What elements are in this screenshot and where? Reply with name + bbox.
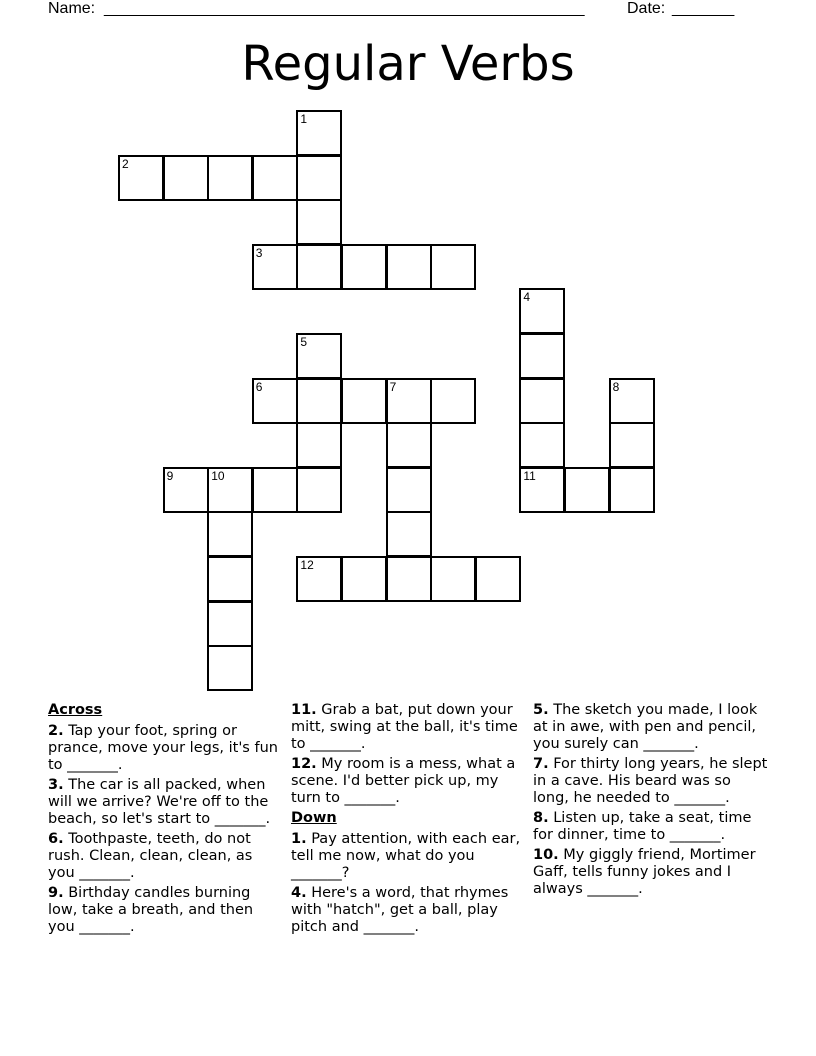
cell-number: 7 bbox=[389, 379, 397, 394]
clue-number: 5. bbox=[533, 702, 549, 718]
grid-cell[interactable] bbox=[386, 244, 432, 290]
cell-number: 4 bbox=[523, 290, 531, 305]
grid-cell[interactable] bbox=[296, 244, 342, 290]
grid-cell[interactable] bbox=[430, 556, 476, 602]
grid-cell[interactable] bbox=[207, 511, 253, 557]
grid-cell[interactable] bbox=[296, 333, 342, 379]
across-clue-11 bbox=[291, 702, 523, 753]
clue-number: 9. bbox=[48, 885, 64, 901]
down-clue-7 bbox=[533, 756, 769, 807]
grid-cell[interactable] bbox=[163, 155, 209, 201]
across-clue-2 bbox=[48, 723, 280, 774]
grid-cell[interactable] bbox=[118, 155, 164, 201]
clues-column-1 bbox=[48, 702, 280, 939]
grid-cell[interactable] bbox=[341, 244, 387, 290]
grid-cell[interactable] bbox=[386, 556, 432, 602]
grid-cell[interactable] bbox=[519, 422, 565, 468]
grid-cell[interactable] bbox=[341, 556, 387, 602]
grid-cell[interactable] bbox=[252, 155, 298, 201]
down-clue-8 bbox=[533, 810, 769, 844]
cell-number: 12 bbox=[300, 558, 314, 572]
across-clue-3 bbox=[48, 777, 280, 828]
clue-text: For thirty long years, he slept in a cave. His beard was so long, he needed to _______. bbox=[533, 756, 768, 806]
grid-cell[interactable] bbox=[564, 467, 610, 513]
across-clue-6 bbox=[48, 831, 280, 882]
down-clue-1 bbox=[291, 831, 523, 882]
date-blank[interactable]: _______ bbox=[672, 0, 735, 17]
clue-number: 6. bbox=[48, 831, 64, 847]
date-label: Date: bbox=[627, 0, 666, 17]
clue-number: 2. bbox=[48, 723, 64, 739]
clue-number: 1. bbox=[291, 831, 307, 847]
grid-cell[interactable] bbox=[252, 244, 298, 290]
grid-cell[interactable] bbox=[207, 467, 253, 513]
grid-cell[interactable] bbox=[207, 645, 253, 691]
clue-text: My room is a mess, what a scene. I'd better pick up, my turn to _______. bbox=[291, 756, 516, 806]
grid-cell[interactable] bbox=[207, 155, 253, 201]
grid-cell[interactable] bbox=[386, 511, 432, 557]
grid-cell[interactable] bbox=[609, 467, 655, 513]
clue-number: 12. bbox=[291, 756, 317, 772]
page-title: Regular Verbs bbox=[241, 36, 575, 92]
grid-cell[interactable] bbox=[296, 155, 342, 201]
grid-cell[interactable] bbox=[341, 378, 387, 424]
down-clue-4 bbox=[291, 885, 523, 936]
grid-cell[interactable] bbox=[430, 378, 476, 424]
grid-cell[interactable] bbox=[430, 244, 476, 290]
clue-text: The sketch you made, I look at in awe, with pen and pencil, you surely can _______. bbox=[533, 702, 758, 752]
grid-cell[interactable] bbox=[386, 467, 432, 513]
clue-text: Listen up, take a seat, time for dinner, time to _______. bbox=[533, 810, 752, 843]
grid-cell[interactable] bbox=[296, 556, 342, 602]
clue-text: Grab a bat, put down your mitt, swing at the ball, it's time to _______. bbox=[291, 702, 518, 752]
cell-number: 1 bbox=[300, 112, 308, 126]
clue-text: Here's a word, that rhymes with "hatch", get a ball, play pitch and _______. bbox=[291, 885, 509, 935]
clue-text: Tap your foot, spring or prance, move your legs, it's fun to _______. bbox=[48, 723, 278, 773]
name-blank[interactable]: ______________________________________________________ bbox=[104, 0, 585, 17]
clue-text: Toothpaste, teeth, do not rush. Clean, clean, clean, as you _______. bbox=[48, 831, 253, 881]
grid-cell[interactable] bbox=[296, 378, 342, 424]
down-clue-5 bbox=[533, 702, 769, 753]
grid-cell[interactable] bbox=[386, 422, 432, 468]
grid-cell[interactable] bbox=[252, 378, 298, 424]
clue-number: 7. bbox=[533, 756, 549, 772]
grid-cell[interactable] bbox=[386, 378, 432, 424]
clue-text: The car is all packed, when will we arrive? We're off to the beach, so let's start to _______. bbox=[48, 777, 271, 827]
grid-cell[interactable] bbox=[296, 467, 342, 513]
clue-number: 8. bbox=[533, 810, 549, 826]
grid-cell[interactable] bbox=[296, 110, 342, 156]
cell-number: 2 bbox=[122, 156, 129, 171]
grid-cell[interactable] bbox=[296, 199, 342, 245]
clue-text: My giggly friend, Mortimer Gaff, tells funny jokes and I always _______. bbox=[533, 847, 756, 897]
clue-number: 10. bbox=[533, 847, 559, 863]
grid-cell[interactable] bbox=[252, 467, 298, 513]
grid-cell[interactable] bbox=[519, 288, 565, 334]
grid-cell[interactable] bbox=[207, 601, 253, 647]
cell-number: 6 bbox=[255, 379, 263, 394]
cell-number: 9 bbox=[166, 468, 174, 483]
clues-column-3 bbox=[533, 702, 769, 901]
clue-text: Birthday candles burning low, take a breath, and then you _______. bbox=[48, 885, 254, 935]
grid-cell[interactable] bbox=[609, 378, 655, 424]
down-clue-10 bbox=[533, 847, 769, 898]
cell-number: 8 bbox=[612, 379, 620, 394]
cell-number: 11 bbox=[523, 468, 536, 483]
down-heading: Down bbox=[291, 810, 337, 826]
grid-cell[interactable] bbox=[519, 333, 565, 379]
clue-number: 4. bbox=[291, 885, 307, 901]
grid-cell[interactable] bbox=[519, 378, 565, 424]
across-clue-9 bbox=[48, 885, 280, 936]
clue-number: 11. bbox=[291, 702, 317, 718]
grid-cell[interactable] bbox=[519, 467, 565, 513]
header bbox=[48, 0, 768, 20]
cell-number: 5 bbox=[300, 335, 308, 349]
clue-number: 3. bbox=[48, 777, 64, 793]
cell-number: 10 bbox=[211, 468, 225, 483]
grid-cell[interactable] bbox=[296, 422, 342, 468]
grid-cell[interactable] bbox=[163, 467, 209, 513]
clues-column-2 bbox=[291, 702, 523, 939]
cell-number: 3 bbox=[255, 245, 263, 260]
name-label: Name: bbox=[48, 0, 96, 17]
across-heading: Across bbox=[48, 702, 103, 718]
clue-text: Pay attention, with each ear, tell me now, what do you _______? bbox=[291, 831, 521, 881]
grid-cell[interactable] bbox=[475, 556, 521, 602]
grid-cell[interactable] bbox=[609, 422, 655, 468]
across-clue-12 bbox=[291, 756, 523, 807]
grid-cell[interactable] bbox=[207, 556, 253, 602]
